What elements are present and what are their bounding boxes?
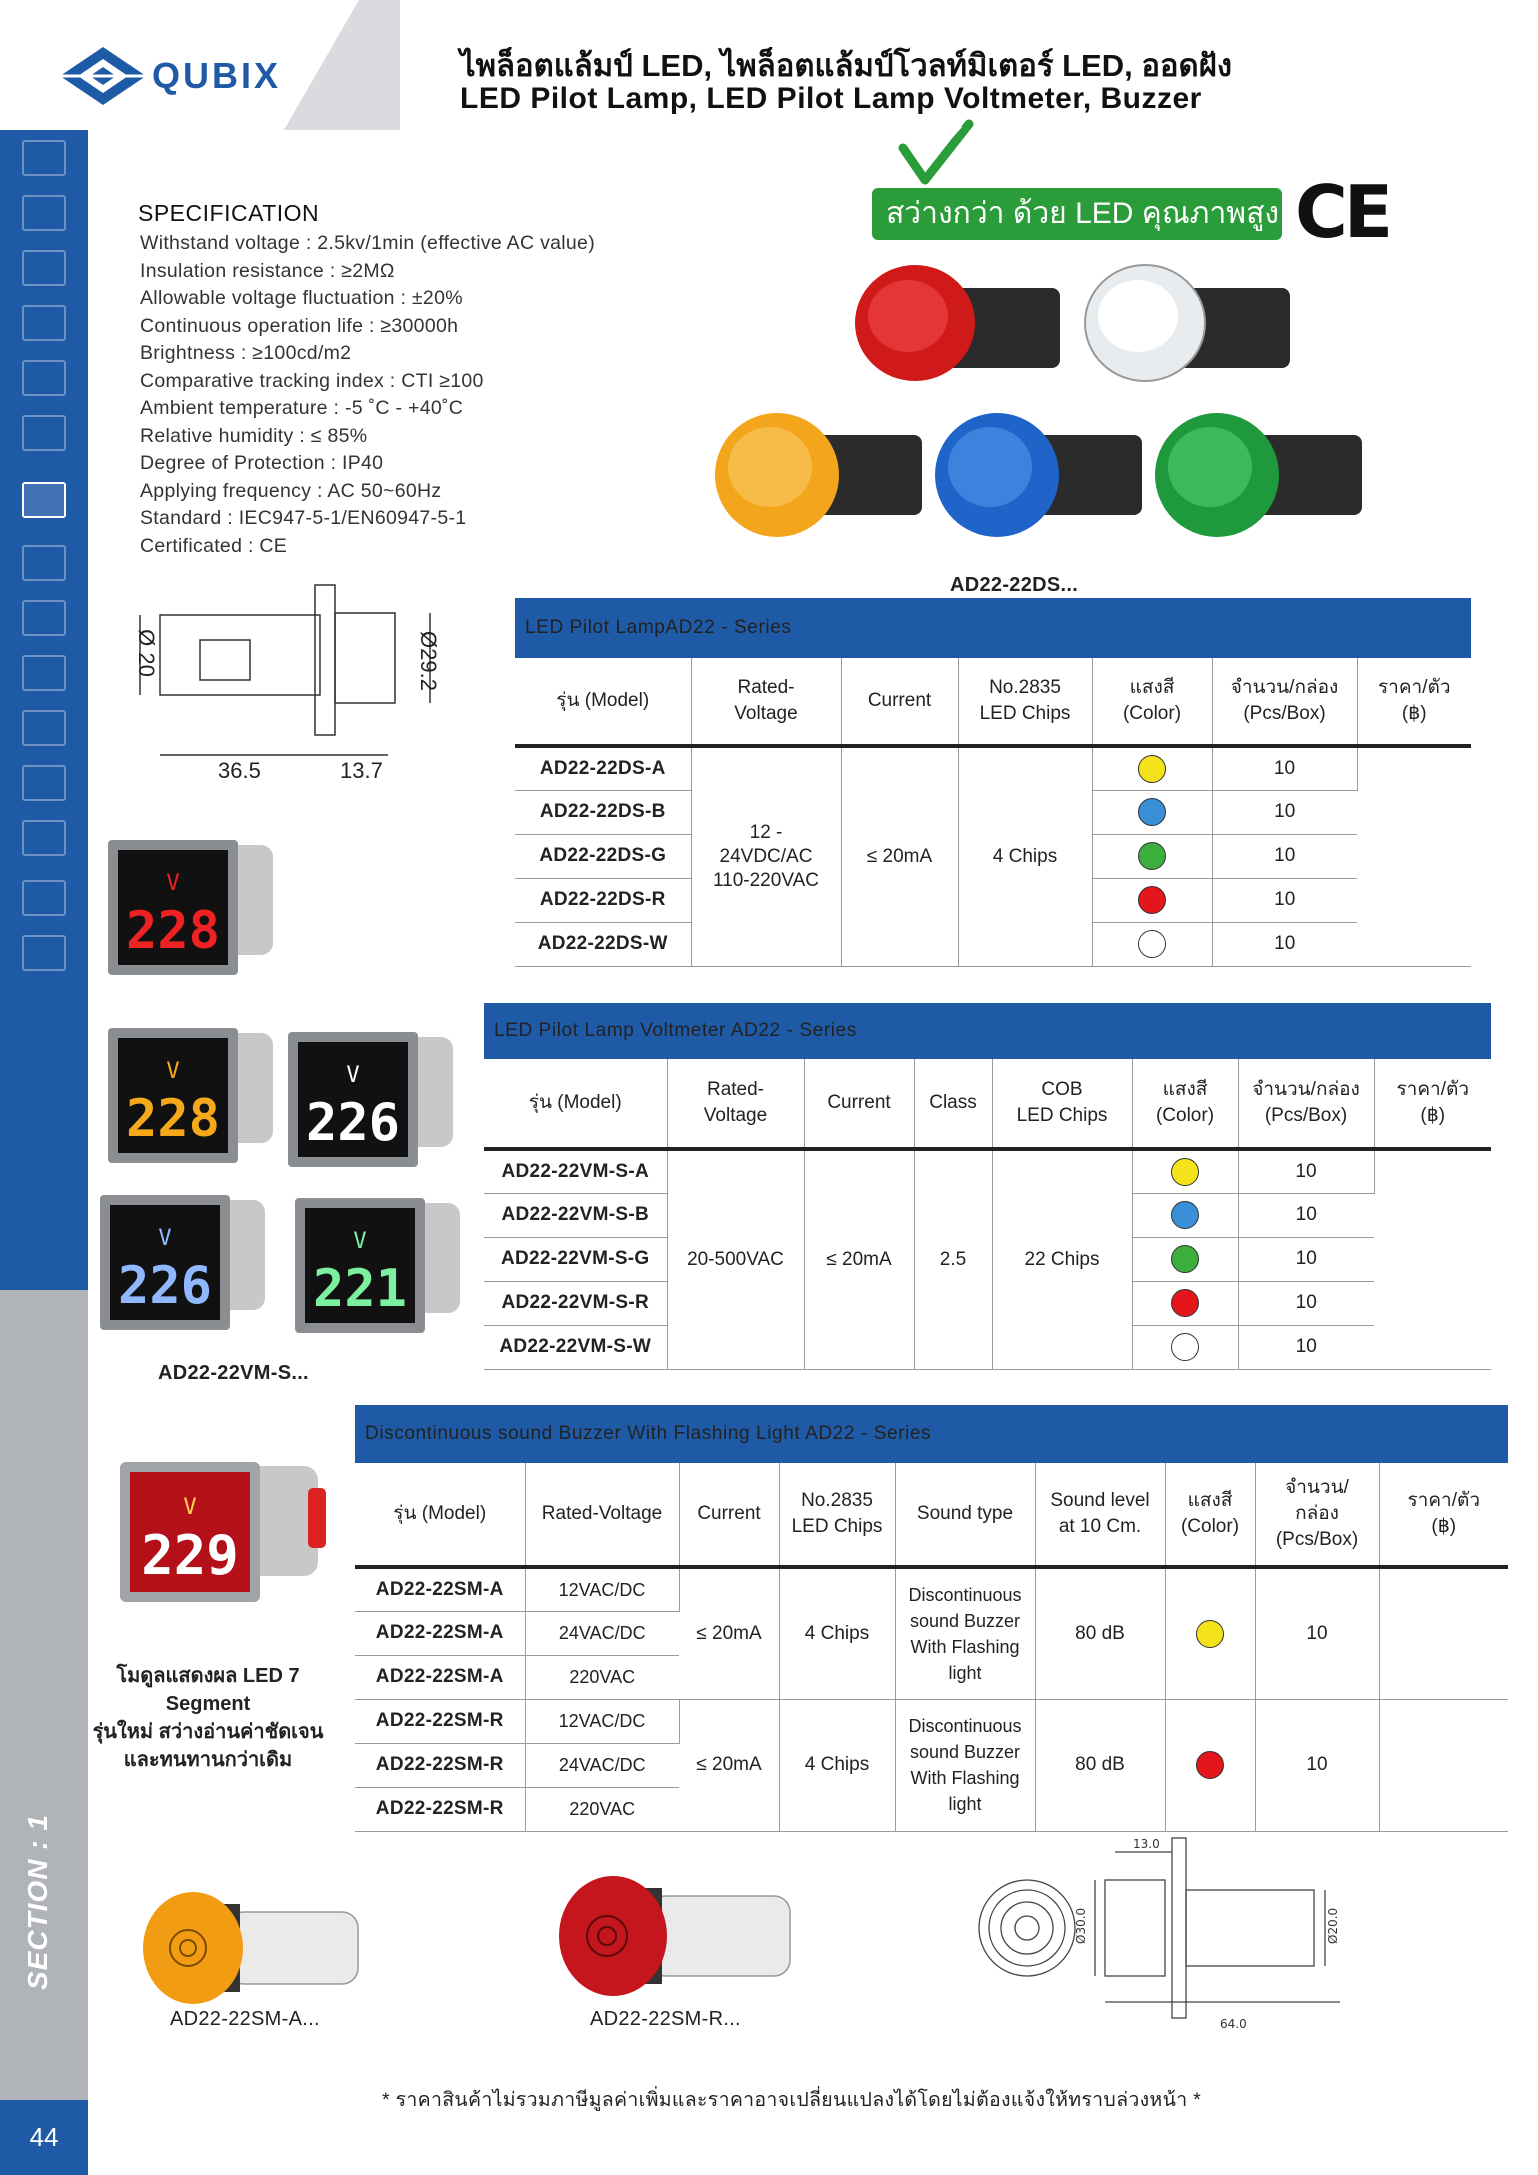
chips-cell: 4 Chips: [779, 1699, 895, 1831]
qty-cell: 10: [1212, 834, 1357, 878]
qty-cell: 10: [1255, 1567, 1379, 1699]
model-cell: AD22-22VM-S-R: [484, 1281, 667, 1325]
svg-text:Ø30.0: Ø30.0: [1074, 1907, 1088, 1944]
spec-item: Ambient temperature : -5 ˚C - +40˚C: [140, 397, 464, 419]
model-cell: AD22-22DS-W: [515, 922, 691, 966]
voltage-cell: 12 - 24VDC/AC 110-220VAC: [691, 746, 841, 966]
color-dot: [1138, 798, 1166, 826]
logo-text: QUBIX: [152, 55, 282, 96]
svg-text:V: V: [353, 1229, 367, 1254]
model-cell: AD22-22SM-R: [355, 1787, 525, 1831]
pilot-lamp-icon[interactable]: [22, 482, 66, 518]
sm-a-caption: AD22-22SM-A...: [170, 2008, 320, 2030]
table1-header: Rated- Voltage: [691, 658, 841, 746]
breaker-icon[interactable]: [22, 360, 66, 396]
table1-title: LED Pilot LampAD22 - Series: [515, 598, 1471, 658]
current-cell: ≤ 20mA: [679, 1567, 779, 1699]
qty-cell: 10: [1238, 1325, 1374, 1369]
color-dot: [1138, 930, 1166, 958]
blue-pilot-lamp-image: [932, 405, 1152, 545]
color-dot: [1171, 1201, 1199, 1229]
buzzer-display-image: [118, 1448, 328, 1608]
vm-caption: AD22-22VM-S...: [158, 1362, 309, 1384]
svg-text:Ø20.0: Ø20.0: [1326, 1907, 1340, 1944]
segment-caption-line-3: รุ่นใหม่ สว่างอ่านค่าชัดเจน: [92, 1721, 324, 1743]
white-voltmeter-image: [288, 1022, 458, 1172]
model-cell: AD22-22DS-A: [515, 746, 691, 790]
svg-text:V: V: [158, 1226, 172, 1251]
dim-length-36: 36.5: [218, 758, 261, 783]
led-quality-badge: สว่างกว่า ด้วย LED คุณภาพสูง: [872, 188, 1282, 240]
table3-title: Discontinuous sound Buzzer With Flashing Light AD22 - Series: [355, 1405, 1508, 1463]
table2-header: รุ่น (Model): [484, 1059, 667, 1149]
model-cell: AD22-22DS-G: [515, 834, 691, 878]
red-buzzer-image: [555, 1866, 805, 2006]
price-cell: [1374, 1149, 1491, 1369]
table2-header: ราคา/ตัว (฿): [1396, 1079, 1470, 1126]
svg-text:V: V: [346, 1063, 360, 1088]
color-cell: [1092, 790, 1212, 834]
brand-logo: [58, 45, 281, 107]
model-cell: AD22-22SM-R: [355, 1699, 525, 1743]
red-voltmeter-image: [108, 830, 278, 980]
relay-icon[interactable]: [22, 250, 66, 286]
price-cell: [1357, 746, 1471, 966]
model-cell: AD22-22SM-R: [355, 1743, 525, 1787]
table2-header: Class: [914, 1059, 992, 1149]
table1-header: Current: [841, 658, 958, 746]
table1-header: No.2835 LED Chips: [958, 658, 1092, 746]
sound-type-cell: Discontinuous sound Buzzer With Flashing light: [895, 1567, 1035, 1699]
voltage-cell: 20-500VAC: [667, 1149, 804, 1369]
spec-list: [140, 230, 595, 560]
table3-header: ราคา/ตัว (฿): [1407, 1490, 1481, 1537]
table3-header: Sound level at 10 Cm.: [1035, 1463, 1165, 1567]
green-pilot-lamp-image: [1152, 405, 1372, 545]
model-cell: AD22-22SM-A: [355, 1655, 525, 1699]
cable-icon[interactable]: [22, 880, 66, 916]
qty-cell: 10: [1238, 1237, 1374, 1281]
current-cell: ≤ 20mA: [804, 1149, 914, 1369]
spec-item: Certificated : CE: [140, 534, 288, 557]
color-dot: [1171, 1245, 1199, 1273]
svg-text:V: V: [166, 871, 180, 896]
svg-text:13.0: 13.0: [1133, 1837, 1160, 1851]
dim-diameter-20: Ø 20: [133, 629, 159, 677]
table3-header: Rated-Voltage: [525, 1463, 679, 1567]
voltmeter-table: [484, 1003, 1491, 1370]
spec-item: Insulation resistance : ≥2MΩ: [140, 259, 395, 282]
page-title-english: LED Pilot Lamp, LED Pilot Lamp Voltmeter, Buzzer: [460, 82, 1202, 115]
table1-header: รุ่น (Model): [515, 658, 691, 746]
color-cell: [1092, 878, 1212, 922]
color-cell: [1132, 1237, 1238, 1281]
box-icon[interactable]: [22, 820, 66, 856]
spec-item: Withstand voltage : 2.5kv/1min (effective AC value): [140, 232, 595, 254]
table-row: [355, 1567, 1508, 1611]
svg-text:226: 226: [306, 1093, 400, 1153]
sound-type-cell: Discontinuous sound Buzzer With Flashing light: [895, 1699, 1035, 1831]
checkmark-icon: [895, 118, 975, 193]
chips-cell: 4 Chips: [779, 1567, 895, 1699]
svg-text:221: 221: [313, 1259, 407, 1319]
color-cell: [1132, 1325, 1238, 1369]
voltage-cell: 24VAC/DC: [525, 1611, 679, 1655]
table-row: [484, 1149, 1491, 1193]
table1-header: แสงสี (Color): [1092, 658, 1212, 746]
dim-length-13: 13.7: [340, 758, 383, 783]
spec-item: Applying frequency : AC 50~60Hz: [140, 479, 442, 502]
table2-header: Current: [804, 1059, 914, 1149]
segment-caption-line-2: Segment: [165, 1693, 251, 1715]
color-cell: [1092, 746, 1212, 790]
yellow-voltmeter-image: [108, 1018, 278, 1168]
color-cell: [1165, 1699, 1255, 1831]
segment-module-caption: [88, 1662, 328, 1774]
color-cell: [1092, 922, 1212, 966]
model-cell: AD22-22VM-S-A: [484, 1149, 667, 1193]
voltage-cell: 220VAC: [525, 1787, 679, 1831]
gauge-icon[interactable]: [22, 935, 66, 971]
chips-cell: 22 Chips: [992, 1149, 1132, 1369]
table3-header: Sound type: [895, 1463, 1035, 1567]
svg-text:V: V: [166, 1059, 180, 1084]
spec-heading: SPECIFICATION: [138, 200, 320, 226]
price-cell: [1379, 1699, 1508, 1831]
current-cell: ≤ 20mA: [679, 1699, 779, 1831]
model-cell: AD22-22SM-A: [355, 1611, 525, 1655]
led-pilot-lamp-table: [515, 598, 1471, 967]
pilot-lamp-dimension-drawing: [120, 565, 450, 785]
class-cell: 2.5: [914, 1149, 992, 1369]
voltage-cell: 12VAC/DC: [525, 1567, 679, 1611]
color-dot: [1171, 1158, 1199, 1186]
qty-cell: 10: [1255, 1699, 1379, 1831]
qty-cell: 10: [1212, 878, 1357, 922]
table2-title: LED Pilot Lamp Voltmeter AD22 - Series: [484, 1003, 1491, 1059]
red-pilot-lamp-image: [850, 258, 1070, 388]
terminal-icon[interactable]: [22, 415, 66, 451]
voltage-cell: 220VAC: [525, 1655, 679, 1699]
monitor-icon[interactable]: [22, 765, 66, 801]
model-cell: AD22-22SM-A: [355, 1567, 525, 1611]
model-cell: AD22-22VM-S-B: [484, 1193, 667, 1237]
svg-text:228: 228: [126, 901, 220, 961]
qty-cell: 10: [1238, 1193, 1374, 1237]
voltage-cell: 24VAC/DC: [525, 1743, 679, 1787]
table-row: [355, 1699, 1508, 1743]
price-note: * ราคาสินค้าไม่รวมภาษีมูลค่าเพิ่มและราคาอาจเปลี่ยนแปลงได้โดยไม่ต้องแจ้งให้ทราบล่วงหน้า *: [382, 2089, 1202, 2111]
page-number: 44: [0, 2100, 88, 2175]
spec-item: Standard : IEC947-5-1/EN60947-5-1: [140, 507, 467, 529]
model-cell: AD22-22VM-S-W: [484, 1325, 667, 1369]
yellow-buzzer-image: [138, 1882, 378, 2012]
logo-mark-icon: [58, 45, 148, 107]
plug-icon[interactable]: [22, 600, 66, 636]
page-title-thai: ไพล็อตแล้มป์ LED, ไพล็อตแล้มป์โวลท์มิเตอร์ LED, ออดฝัง: [460, 48, 1232, 83]
table2-header: จำนวน/กล่อง (Pcs/Box): [1238, 1059, 1374, 1149]
color-cell: [1132, 1193, 1238, 1237]
color-dot: [1138, 755, 1166, 783]
model-cell: AD22-22VM-S-G: [484, 1237, 667, 1281]
segment-caption-line-1: โมดูลแสดงผล LED 7: [116, 1665, 300, 1687]
white-pilot-lamp-image: [1080, 258, 1300, 388]
table3-header: Current: [679, 1463, 779, 1567]
table3-header: จำนวน/ กล่อง (Pcs/Box): [1255, 1463, 1379, 1567]
ds-caption: AD22-22DS...: [950, 574, 1079, 596]
spec-item: Allowable voltage fluctuation : ±20%: [140, 287, 463, 309]
color-dot: [1196, 1751, 1224, 1779]
spec-item: Brightness : ≥100cd/m2: [140, 342, 352, 364]
table3-header: แสงสี (Color): [1165, 1463, 1255, 1567]
sidebar: [0, 0, 88, 2175]
spec-item: Continuous operation life : ≥30000h: [140, 314, 459, 337]
switch-icon[interactable]: [22, 195, 66, 231]
current-cell: ≤ 20mA: [841, 746, 958, 966]
buzzer-table: [355, 1405, 1508, 1832]
color-dot: [1171, 1333, 1199, 1361]
color-dot: [1138, 842, 1166, 870]
green-voltmeter-image: [295, 1188, 465, 1338]
section-label: SECTION : 1: [22, 1814, 53, 1990]
voltage-cell: 12VAC/DC: [525, 1699, 679, 1743]
table-row: [515, 746, 1471, 790]
contactor-icon[interactable]: [22, 305, 66, 341]
table1-header: จำนวน/กล่อง (Pcs/Box): [1212, 658, 1357, 746]
model-cell: AD22-22DS-R: [515, 878, 691, 922]
spec-item: Degree of Protection : IP40: [140, 452, 384, 474]
yellow-pilot-lamp-image: [712, 405, 932, 545]
svg-text:226: 226: [118, 1256, 212, 1316]
enclosure-icon[interactable]: [22, 545, 66, 581]
chips-cell: 4 Chips: [958, 746, 1092, 966]
svg-text:64.0: 64.0: [1220, 2017, 1247, 2031]
qty-cell: 10: [1212, 922, 1357, 966]
socket-icon[interactable]: [22, 655, 66, 691]
qty-cell: 10: [1238, 1149, 1374, 1193]
svg-text:V: V: [183, 1495, 197, 1520]
color-cell: [1165, 1567, 1255, 1699]
sound-level-cell: 80 dB: [1035, 1567, 1165, 1699]
qty-cell: 10: [1238, 1281, 1374, 1325]
color-cell: [1092, 834, 1212, 878]
segment-caption-line-4: และทนทานกว่าเดิม: [123, 1749, 293, 1771]
dim-diameter-29: Ø29.2: [415, 631, 441, 691]
table3-header: รุ่น (Model): [355, 1463, 525, 1567]
qty-cell: 10: [1212, 746, 1357, 790]
color-cell: [1132, 1281, 1238, 1325]
table2-header: แสงสี (Color): [1132, 1059, 1238, 1149]
spec-item: Relative humidity : ≤ 85%: [140, 424, 368, 447]
color-dot: [1171, 1289, 1199, 1317]
svg-text:228: 228: [126, 1089, 220, 1149]
color-dot: [1138, 886, 1166, 914]
table1-header: ราคา/ตัว (฿): [1377, 677, 1451, 724]
meter-icon[interactable]: [22, 140, 66, 176]
table3-header: No.2835 LED Chips: [779, 1463, 895, 1567]
sm-r-caption: AD22-22SM-R...: [590, 2008, 741, 2030]
color-cell: [1132, 1149, 1238, 1193]
sound-level-cell: 80 dB: [1035, 1699, 1165, 1831]
ce-mark: CE: [1295, 170, 1390, 254]
table2-header: Rated- Voltage: [667, 1059, 804, 1149]
fuse-icon[interactable]: [22, 710, 66, 746]
spec-item: Comparative tracking index : CTI ≥100: [140, 369, 484, 392]
blue-voltmeter-image: [100, 1185, 270, 1335]
buzzer-dimension-drawing: [965, 1832, 1385, 2037]
table2-header: COB LED Chips: [992, 1059, 1132, 1149]
svg-text:229: 229: [141, 1524, 239, 1587]
qty-cell: 10: [1212, 790, 1357, 834]
price-cell: [1379, 1567, 1508, 1699]
color-dot: [1196, 1620, 1224, 1648]
model-cell: AD22-22DS-B: [515, 790, 691, 834]
